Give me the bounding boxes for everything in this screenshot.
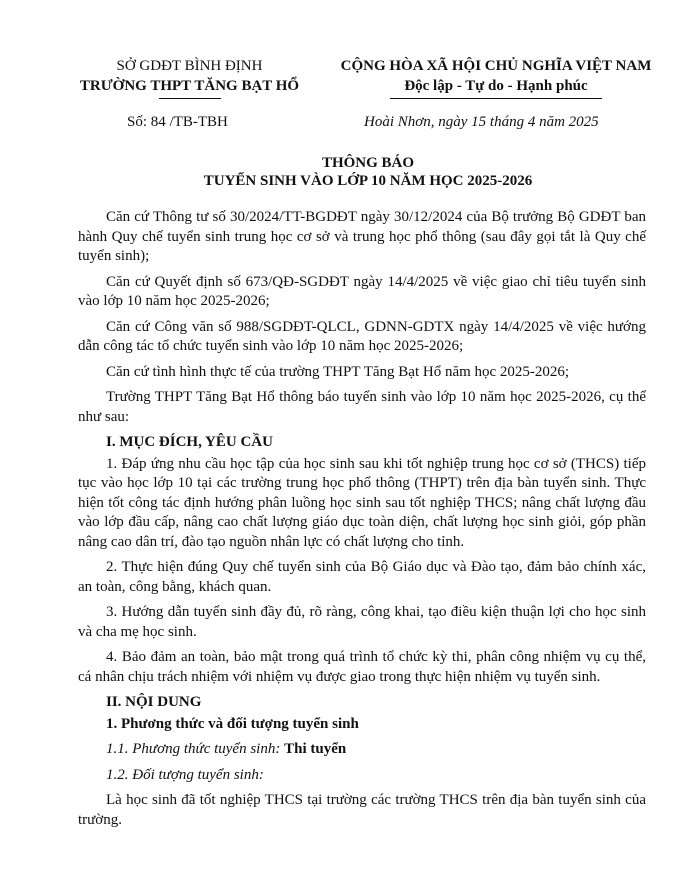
section-1-item-2: 2. Thực hiện đúng Quy chế tuyển sinh của Bộ Giáo dục và Đào tạo, đảm bảo chính xác, an toàn, công bằng, khách quan. bbox=[78, 559, 646, 595]
legal-basis-3: Căn cứ Công văn số 988/SGDĐT-QLCL, GDNN-GDTX ngày 14/4/2025 về việc hướng dẫn công tác tổ chức tuyển sinh vào lớp 10 năm học 2025-2026; bbox=[78, 318, 646, 354]
section-1-item-1: 1. Đáp ứng nhu cầu học tập của học sinh sau khi tốt nghiệp trung học cơ sở (THCS) tiếp tục vào học lớp 10 tại các trường trung học phổ thông (THPT) trên địa bàn tuyển sinh. Thực hiện tốt công tác định hướng phân luồng học sinh sau tốt nghiệp THCS; nâng chất lượng đầu vào lớp đầu cấp, nâng cao chất lượng giáo dục toàn diện, chất lượng học sinh giỏi, góp phần nâng cao dân trí, đào tạo nguồn nhân lực có chất lượng cho tỉnh. bbox=[78, 455, 646, 550]
section-1-item-4: 4. Bảo đảm an toàn, bảo mật trong quá trình tổ chức kỳ thi, phân công nhiệm vụ cụ thể, cá nhân chịu trách nhiệm với nhiệm vụ được giao trong thực hiện nhiệm vụ tuyển sinh. bbox=[78, 649, 646, 685]
motto-underline bbox=[390, 98, 602, 99]
place-date: Hoài Nhơn, ngày 15 tháng 4 năm 2025 bbox=[364, 114, 599, 130]
admission-method bbox=[78, 740, 646, 760]
section-1-heading: I. MỤC ĐÍCH, YÊU CẦU bbox=[106, 434, 273, 450]
national-motto-block bbox=[318, 56, 674, 99]
document-type: THÔNG BÁO bbox=[321, 155, 415, 171]
legal-basis-2: Căn cứ Quyết định số 673/QĐ-SGDĐT ngày 14/4/2025 về việc giao chỉ tiêu tuyển sinh vào lớp 10 năm học 2025-2026; bbox=[78, 273, 646, 309]
admission-method-value: Thi tuyển bbox=[284, 741, 347, 757]
school-name: TRƯỜNG THPT TĂNG BẠT HỔ bbox=[79, 78, 300, 94]
legal-basis-4: Căn cứ tình hình thực tế của trường THPT Tăng Bạt Hổ năm học 2025-2026; bbox=[106, 363, 570, 380]
section-1-item-3: 3. Hướng dẫn tuyển sinh đầy đủ, rõ ràng, công khai, tạo điều kiện thuận lợi cho học sinh và cha mẹ học sinh. bbox=[78, 604, 646, 640]
national-motto: Độc lập - Tự do - Hạnh phúc bbox=[404, 78, 588, 94]
document-body bbox=[78, 208, 646, 836]
issuer-block bbox=[62, 56, 317, 99]
country-name: CỘNG HÒA XÃ HỘI CHỦ NGHĨA VIỆT NAM bbox=[340, 58, 652, 74]
announcement-intro: Trường THPT Tăng Bạt Hổ thông báo tuyển sinh vào lớp 10 năm học 2025-2026, cụ thể như sau: bbox=[78, 389, 646, 425]
admission-target-label: 1.2. Đối tượng tuyển sinh: bbox=[106, 766, 264, 783]
legal-basis-1: Căn cứ Thông tư số 30/2024/TT-BGDĐT ngày 30/12/2024 của Bộ trưởng Bộ GDĐT ban hành Quy chế tuyển sinh trung học cơ sở và trung học phổ thông (sau đây gọi tắt là Quy chế tuyển sinh); bbox=[78, 209, 646, 264]
document-title: TUYỂN SINH VÀO LỚP 10 NĂM HỌC 2025-2026 bbox=[203, 173, 533, 189]
admission-method-label: 1.1. Phương thức tuyển sinh: bbox=[106, 741, 285, 757]
section-2-subheading-1: 1. Phương thức và đối tượng tuyển sinh bbox=[106, 715, 359, 732]
school-name-underline bbox=[159, 98, 221, 99]
section-2-heading: II. NỘI DUNG bbox=[106, 694, 202, 710]
admission-target-text: Là học sinh đã tốt nghiệp THCS tại trường các trường THCS trên địa bàn tuyển sinh của trường. bbox=[78, 792, 646, 828]
department-name: SỞ GDĐT BÌNH ĐỊNH bbox=[116, 58, 263, 74]
document-number: Số: 84 /TB-TBH bbox=[127, 114, 228, 130]
